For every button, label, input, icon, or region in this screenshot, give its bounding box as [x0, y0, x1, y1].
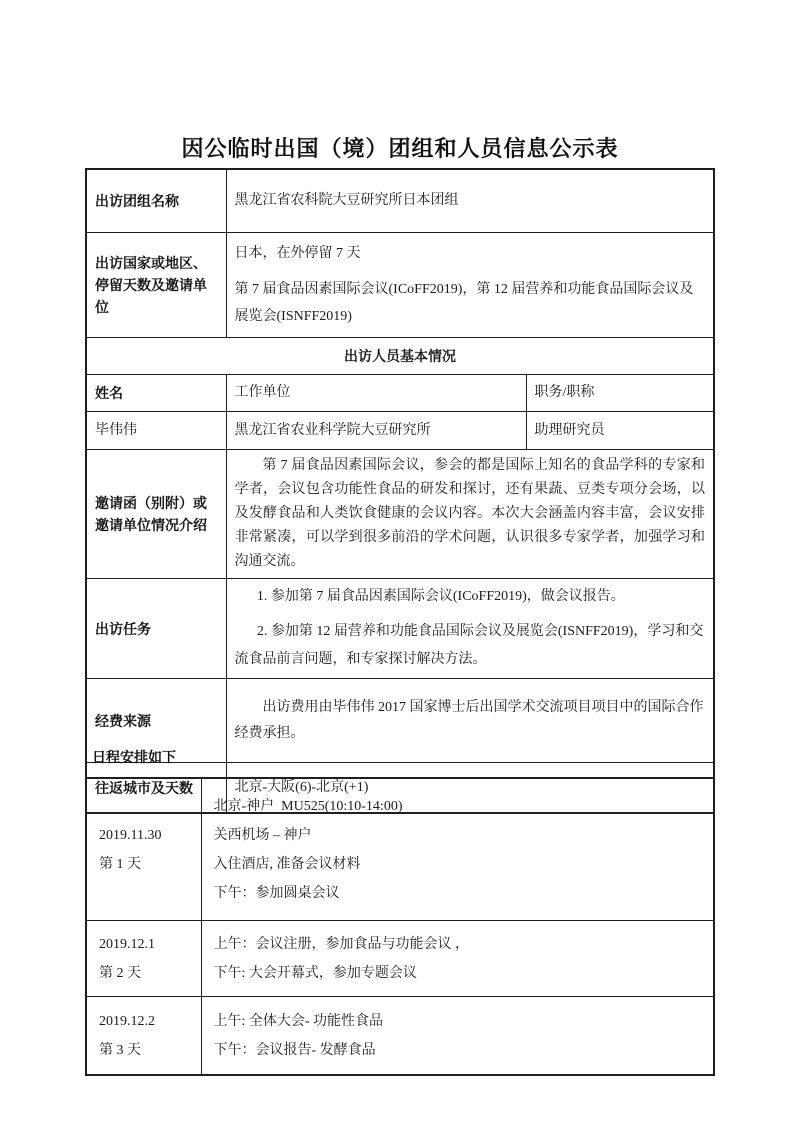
row-label: 经费来源 [86, 679, 226, 763]
schedule-date: 2019.11.30 [99, 827, 162, 843]
schedule-date: 2019.12.1 [99, 936, 155, 952]
funding-text: 出访费用由毕伟伟 2017 国家博士后出国学术交流项目项目中的国际合作经费承担。 [234, 699, 704, 741]
schedule-items-cell [201, 921, 714, 997]
schedule-items-cell [201, 778, 714, 921]
info-table [85, 168, 715, 814]
destination-line: 第 7 届食品因素国际会议(ICoFF2019)，第 12 届营养和功能食品国际会议及展览会(ISNFF2019) [234, 282, 694, 324]
schedule-item: 下午：参加圆桌会议 [213, 885, 340, 901]
section-header: 出访人员基本情况 [86, 338, 714, 375]
schedule-row [86, 778, 714, 921]
schedule-day: 第 2 天 [99, 965, 141, 981]
table-row-section-header [86, 338, 714, 375]
schedule-date-cell [86, 921, 201, 997]
row-value [226, 579, 714, 679]
schedule-item: 下午: 大会开幕式，参加专题会议 [213, 965, 417, 981]
table-row-funding [86, 679, 714, 763]
schedule-day: 第 1 天 [99, 856, 141, 872]
row-label: 往返城市及天数 [86, 763, 226, 814]
table-row-personnel-headers [86, 375, 714, 412]
person-unit: 黑龙江省农业科学院大豆研究所 [226, 412, 526, 450]
task-item: 2. 参加第 12 届营养和功能食品国际会议及展览会(ISNFF2019)，学习和交流食品前言问题，和专家探讨解决方法。 [234, 624, 704, 667]
row-label: 邀请函（别附）或邀请单位情况介绍 [86, 450, 226, 579]
schedule-date-cell [86, 997, 201, 1076]
row-value [226, 679, 714, 763]
schedule-item: 关西机场 – 神户 [213, 827, 312, 843]
schedule-date: 2019.12.2 [99, 1013, 155, 1029]
row-value [226, 450, 714, 579]
table-row-invitation [86, 450, 714, 579]
row-label: 出访团组名称 [86, 169, 226, 233]
schedule-table [85, 777, 715, 1076]
column-header-title: 职务/职称 [526, 375, 714, 412]
schedule-heading: 日程安排如下 [92, 749, 176, 765]
schedule-day: 第 3 天 [99, 1042, 141, 1058]
table-row-group-name [86, 169, 714, 233]
row-value: 黑龙江省农科院大豆研究所日本团组 [226, 169, 714, 233]
schedule-date-cell [86, 778, 201, 921]
schedule-row [86, 921, 714, 997]
person-name: 毕伟伟 [86, 412, 226, 450]
column-header-unit: 工作单位 [226, 375, 526, 412]
schedule-item: 上午：会议注册，参加食品与功能会议 ， [213, 936, 469, 952]
schedule-item: 上午: 全体大会- 功能性食品 [213, 1013, 384, 1029]
invitation-text: 第 7 届食品因素国际会议，参会的都是国际上知名的食品学科的专家和学者，会议包含功能性食品的研发和探讨，还有果蔬、豆类专项分会场，以及发酵食品和人类饮食健康的会议内容。本次大会涵盖内容丰富，会议安排非常紧凑，可以学到很多前沿的学术问题，认识很多专家学者，加强学习和沟通交流。 [234, 458, 705, 569]
column-header-name: 姓名 [86, 375, 226, 412]
row-label: 出访国家或地区、停留天数及邀请单位 [86, 233, 226, 338]
table-row-tasks [86, 579, 714, 679]
document-title: 因公临时出国（境）团组和人员信息公示表 [181, 136, 619, 161]
table-row-destination [86, 233, 714, 338]
schedule-item: 入住酒店, 准备会议材料 [213, 856, 361, 872]
schedule-item: 下午：会议报告- 发酵食品 [213, 1042, 376, 1058]
destination-line: 日本，在外停留 7 天 [234, 246, 361, 261]
task-item: 1. 参加第 7 届食品因素国际会议(ICoFF2019)，做会议报告。 [256, 589, 625, 604]
schedule-row [86, 997, 714, 1076]
schedule-item: 北京-神户 MU525(10:10-14:00) [213, 798, 403, 814]
row-label: 出访任务 [86, 579, 226, 679]
row-value [226, 233, 714, 338]
table-row-personnel [86, 412, 714, 450]
row-value: 北京-大阪(6)-北京(+1) [226, 763, 714, 814]
person-title: 助理研究员 [526, 412, 714, 450]
schedule-items-cell [201, 997, 714, 1076]
